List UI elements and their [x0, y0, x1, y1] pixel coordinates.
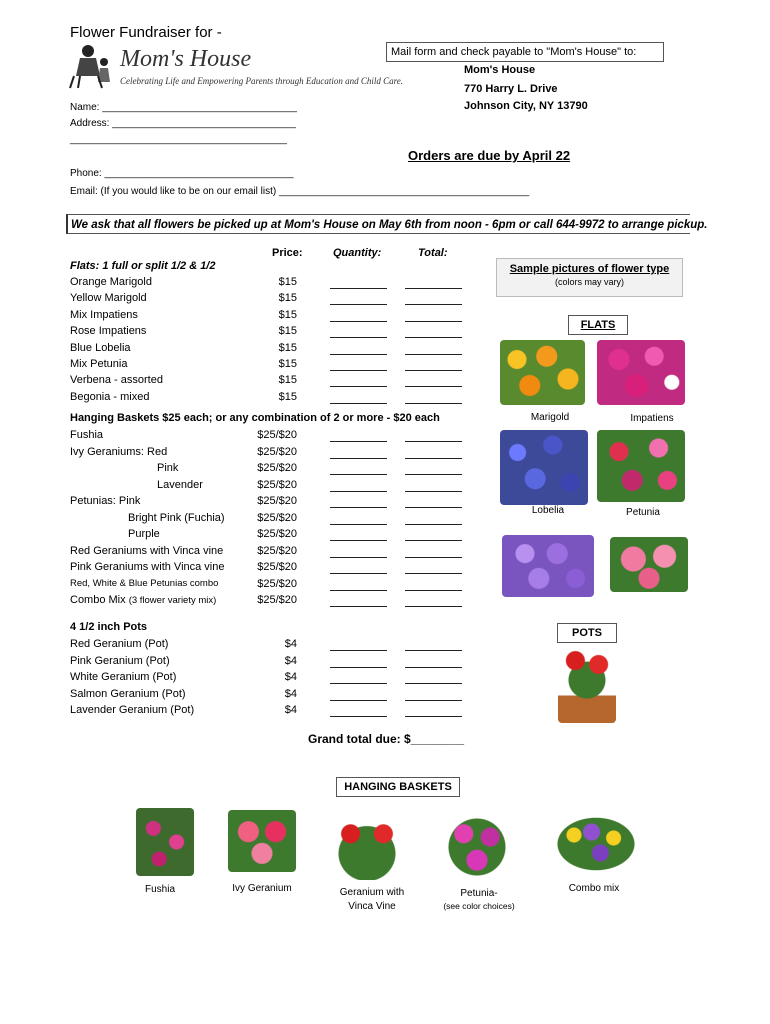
item-price: $15	[278, 341, 297, 354]
name-field[interactable]: Name: ___________________________________	[70, 102, 297, 113]
quantity-input[interactable]	[330, 321, 387, 322]
sample-pictures-title: Sample pictures of flower type	[509, 263, 670, 275]
item-name: Orange Marigold	[70, 276, 152, 288]
sample-pictures-box	[496, 258, 683, 297]
quantity-input[interactable]	[330, 590, 387, 591]
item-price: $15	[278, 358, 297, 370]
total-input[interactable]	[405, 386, 462, 387]
item-price: $15	[278, 374, 297, 387]
petunia-basket-photo	[444, 814, 510, 880]
total-input[interactable]	[405, 288, 462, 289]
total-input[interactable]	[405, 337, 462, 338]
total-input[interactable]	[405, 683, 462, 684]
geranium-pot-photo	[558, 645, 616, 723]
ivy-geranium-basket-photo	[228, 810, 296, 872]
flats-label: FLATS	[568, 315, 628, 335]
item-price: $4	[284, 687, 297, 700]
item-name: Mix Impatiens	[70, 308, 138, 321]
item-price: $15	[278, 276, 297, 288]
total-input[interactable]	[405, 441, 462, 442]
fushia-basket-photo	[136, 808, 194, 876]
item-name: Salmon Geranium (Pot)	[70, 687, 186, 700]
item-price: $4	[284, 671, 297, 683]
address-line-2-field[interactable]: _______________________________________	[70, 134, 287, 145]
total-input[interactable]	[405, 573, 462, 574]
combo-mix-basket-photo	[552, 814, 640, 874]
price-column-header: Price:	[272, 247, 303, 259]
total-input[interactable]	[405, 403, 462, 404]
total-input[interactable]	[405, 557, 462, 558]
total-input[interactable]	[405, 606, 462, 607]
petunia-basket-caption: Petunia-	[460, 888, 498, 899]
orders-due-notice: Orders are due by April 22	[408, 148, 571, 163]
quantity-input[interactable]	[330, 491, 387, 492]
pickup-banner: We ask that all flowers be picked up at Mom's House on May 6th from noon - 6pm or call 644-9972 to arrange pickup.	[66, 214, 690, 234]
item-name: Purple	[128, 528, 160, 540]
email-field[interactable]: Email: (If you would like to be on our email list) _____________________________________________	[70, 186, 530, 197]
total-input[interactable]	[405, 370, 462, 371]
total-input[interactable]	[405, 321, 462, 322]
total-input[interactable]	[405, 507, 462, 508]
quantity-input[interactable]	[330, 441, 387, 442]
quantity-input[interactable]	[330, 540, 387, 541]
item-price: $25/$20	[257, 462, 297, 474]
item-price: $15	[278, 325, 297, 338]
impatiens-caption: Impatiens	[630, 413, 674, 424]
item-price: $25/$20	[257, 544, 297, 557]
total-input[interactable]	[405, 667, 462, 668]
total-input[interactable]	[405, 716, 462, 717]
item-name: Red Geranium (Pot)	[70, 638, 169, 650]
quantity-input[interactable]	[330, 507, 387, 508]
item-name: Red, White & Blue Petunias combo	[70, 577, 219, 589]
total-input[interactable]	[405, 304, 462, 305]
total-input[interactable]	[405, 650, 462, 651]
quantity-input[interactable]	[330, 524, 387, 525]
quantity-input[interactable]	[330, 370, 387, 371]
quantity-input[interactable]	[330, 386, 387, 387]
mail-address-line: Johnson City, NY 13790	[464, 100, 588, 112]
item-price: $4	[284, 704, 297, 716]
address-field[interactable]: Address: _________________________________	[70, 118, 296, 129]
marigold-caption: Marigold	[530, 412, 570, 423]
flats-heading: Flats: 1 full or split 1/2 & 1/2	[70, 260, 216, 272]
total-input[interactable]	[405, 524, 462, 525]
item-name: Petunias: Pink	[70, 495, 141, 507]
quantity-input[interactable]	[330, 354, 387, 355]
quantity-input[interactable]	[330, 474, 387, 475]
item-price: $25/$20	[257, 429, 297, 441]
quantity-column-header: Quantity:	[333, 247, 382, 259]
item-price: $25/$20	[257, 445, 297, 458]
page-title: Flower Fundraiser for -	[70, 24, 222, 41]
item-price: $4	[284, 654, 297, 667]
quantity-input[interactable]	[330, 403, 387, 404]
quantity-input[interactable]	[330, 650, 387, 651]
quantity-input[interactable]	[330, 337, 387, 338]
fushia-caption: Fushia	[144, 884, 175, 895]
quantity-input[interactable]	[330, 716, 387, 717]
item-name: Bright Pink (Fuchia)	[128, 511, 225, 524]
geranium-vinca-basket-photo	[326, 814, 408, 880]
total-input[interactable]	[405, 700, 462, 701]
item-name: Mix Petunia	[70, 358, 128, 370]
item-name: Pink Geraniums with Vinca vine	[70, 561, 225, 573]
item-price: $25/$20	[257, 561, 297, 573]
logo-tagline: Celebrating Life and Empowering Parents through Education and Child Care.	[120, 76, 403, 86]
item-price: $25/$20	[257, 528, 297, 540]
sample-pictures-subtitle: (colors may vary)	[554, 277, 624, 287]
total-input[interactable]	[405, 458, 462, 459]
grand-total[interactable]: Grand total due: $________	[308, 732, 465, 746]
pots-heading: 4 1/2 inch Pots	[70, 621, 148, 633]
geranium-vinca-caption-2: Vinca Vine	[348, 901, 396, 912]
item-name: Verbena - assorted	[70, 374, 163, 387]
geranium-vinca-caption-1: Geranium with	[339, 887, 405, 898]
quantity-input[interactable]	[330, 458, 387, 459]
item-name: Pink	[157, 462, 179, 474]
petunia-photo	[597, 430, 685, 502]
item-name: Fushia	[70, 429, 104, 441]
item-name: Ivy Geraniums: Red	[70, 445, 168, 458]
total-input[interactable]	[405, 590, 462, 591]
item-name: Rose Impatiens	[70, 325, 147, 338]
item-name: Red Geraniums with Vinca vine	[70, 544, 224, 557]
mail-address-line: Mom's House	[464, 64, 536, 76]
quantity-input[interactable]	[330, 700, 387, 701]
total-input[interactable]	[405, 491, 462, 492]
quantity-input[interactable]	[330, 557, 387, 558]
item-price: $25/$20	[257, 478, 297, 491]
pots-label: POTS	[557, 623, 617, 643]
lobelia-photo	[500, 430, 588, 505]
moms-house-logo	[66, 42, 403, 92]
item-name: Begonia - mixed	[70, 390, 150, 403]
logo-name: Mom's House	[120, 46, 252, 72]
impatiens-photo	[597, 340, 685, 405]
petunia-caption: Petunia	[626, 507, 660, 518]
quantity-input[interactable]	[330, 667, 387, 668]
quantity-input[interactable]	[330, 683, 387, 684]
item-name: Blue Lobelia	[70, 341, 131, 354]
item-price: $25/$20	[257, 495, 297, 507]
item-price: $15	[278, 308, 297, 321]
item-name: White Geranium (Pot)	[70, 671, 177, 683]
item-price: $25/$20	[257, 511, 297, 524]
item-price: $4	[284, 638, 297, 650]
petunia-color-note: (see color choices)	[443, 901, 515, 911]
item-price: $15	[278, 390, 297, 403]
item-name: Yellow Marigold	[70, 292, 147, 305]
item-name: Pink Geranium (Pot)	[70, 654, 170, 667]
total-input[interactable]	[405, 354, 462, 355]
phone-field[interactable]: Phone: __________________________________	[70, 168, 294, 179]
item-name: Lavender Geranium (Pot)	[70, 704, 195, 716]
quantity-input[interactable]	[330, 573, 387, 574]
verbena-photo	[502, 535, 594, 597]
lobelia-caption: Lobelia	[531, 505, 565, 516]
total-column-header: Total:	[418, 247, 448, 259]
ivy-geranium-caption: Ivy Geranium	[232, 883, 292, 894]
quantity-input[interactable]	[330, 304, 387, 305]
item-price: $25/$20	[257, 594, 297, 606]
family-logo-icon	[66, 42, 116, 90]
item-name: Lavender	[157, 478, 203, 491]
hanging-baskets-heading: Hanging Baskets $25 each; or any combination of 2 or more - $20 each	[70, 412, 440, 424]
total-input[interactable]	[405, 540, 462, 541]
item-price: $25/$20	[257, 577, 297, 590]
item-name: Combo Mix (3 flower variety mix)	[70, 594, 217, 606]
mail-instructions: Mail form and check payable to "Mom's House" to:	[386, 42, 664, 62]
combo-mix-caption: Combo mix	[568, 883, 620, 894]
quantity-input[interactable]	[330, 606, 387, 607]
total-input[interactable]	[405, 474, 462, 475]
begonia-photo	[610, 537, 688, 592]
mail-address-line: 770 Harry L. Drive	[464, 83, 558, 95]
quantity-input[interactable]	[330, 288, 387, 289]
marigold-photo	[500, 340, 585, 405]
item-price: $15	[278, 292, 297, 305]
hanging-baskets-label: HANGING BASKETS	[336, 777, 460, 797]
